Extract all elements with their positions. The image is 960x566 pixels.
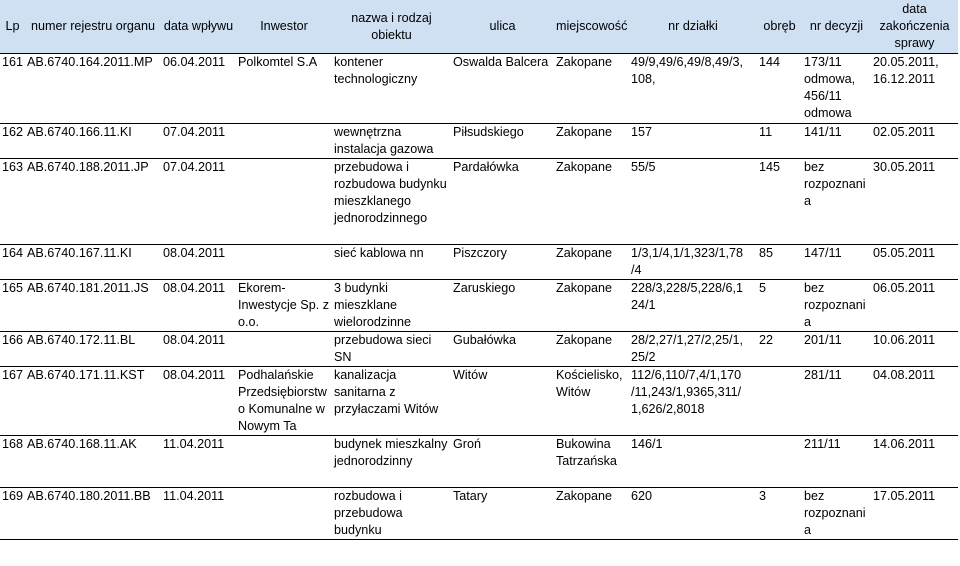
table-row [0, 159, 958, 245]
cell-date-received: 08.04.2011 [161, 280, 236, 332]
table-row [0, 332, 958, 367]
cell-locality: Bukowina Tatrzańska [554, 436, 629, 488]
cell-lp: 169 [0, 488, 25, 540]
table-row [0, 367, 958, 436]
header-decision-number: nr decyzji [802, 0, 871, 54]
header-register-number: numer rejestru organu [25, 0, 161, 54]
cell-object-name: przebudowa i rozbudowa budynku mieszklanego jednorodzinnego [332, 159, 451, 245]
cell-investor [236, 245, 332, 280]
cell-locality: Kościelisko, Witów [554, 367, 629, 436]
cell-completion-date: 05.05.2011 [871, 245, 958, 280]
cell-locality: Zakopane [554, 332, 629, 367]
cell-plot-number: 620 [629, 488, 757, 540]
cell-precinct: 144 [757, 54, 802, 124]
cell-street: Tatary [451, 488, 554, 540]
header-investor: Inwestor [236, 0, 332, 54]
cell-precinct: 5 [757, 280, 802, 332]
cell-object-name: rozbudowa i przebudowa budynku [332, 488, 451, 540]
header-locality: miejscowość [554, 0, 629, 54]
cell-decision-number: 147/11 [802, 245, 871, 280]
cell-completion-date: 30.05.2011 [871, 159, 958, 245]
cell-investor: Podhalańskie Przedsiębiorstwo Komunalne w Nowym Ta [236, 367, 332, 436]
cell-plot-number: 146/1 [629, 436, 757, 488]
cell-lp: 168 [0, 436, 25, 488]
cell-lp: 161 [0, 54, 25, 124]
cell-precinct: 11 [757, 124, 802, 159]
cell-date-received: 11.04.2011 [161, 488, 236, 540]
cell-locality: Zakopane [554, 280, 629, 332]
header-date-received: data wpływu [161, 0, 236, 54]
cell-register-number: AB.6740.181.2011.JS [25, 280, 161, 332]
cell-decision-number: 173/11 odmowa, 456/11 odmowa [802, 54, 871, 124]
cell-decision-number: 281/11 [802, 367, 871, 436]
cell-precinct: 145 [757, 159, 802, 245]
cell-date-received: 08.04.2011 [161, 332, 236, 367]
cell-precinct [757, 436, 802, 488]
cell-street: Piłsudskiego [451, 124, 554, 159]
cell-locality: Zakopane [554, 159, 629, 245]
cell-precinct: 85 [757, 245, 802, 280]
header-row [0, 0, 958, 54]
cell-locality: Zakopane [554, 54, 629, 124]
cell-investor [236, 159, 332, 245]
cell-register-number: AB.6740.164.2011.MP [25, 54, 161, 124]
cell-completion-date: 20.05.2011, 16.12.2011 [871, 54, 958, 124]
cell-completion-date: 10.06.2011 [871, 332, 958, 367]
cell-register-number: AB.6740.188.2011.JP [25, 159, 161, 245]
cell-decision-number: bez rozpoznani a [802, 159, 871, 245]
cell-register-number: AB.6740.167.11.KI [25, 245, 161, 280]
cell-plot-number: 49/9,49/6,49/8,49/3, 108, [629, 54, 757, 124]
cell-precinct: 3 [757, 488, 802, 540]
header-street: ulica [451, 0, 554, 54]
header-lp: Lp [0, 0, 25, 54]
cell-locality: Zakopane [554, 124, 629, 159]
cell-lp: 166 [0, 332, 25, 367]
cell-decision-number: 211/11 [802, 436, 871, 488]
cell-object-name: 3 budynki mieszklane wielorodzinne [332, 280, 451, 332]
cell-locality: Zakopane [554, 488, 629, 540]
cell-date-received: 08.04.2011 [161, 245, 236, 280]
cell-lp: 162 [0, 124, 25, 159]
cell-investor: Ekorem-Inwestycje Sp. z o.o. [236, 280, 332, 332]
header-completion-date: data zakończenia sprawy [871, 0, 958, 54]
table-row [0, 280, 958, 332]
cell-decision-number: bez rozpoznani a [802, 280, 871, 332]
cell-lp: 163 [0, 159, 25, 245]
cell-street: Groń [451, 436, 554, 488]
cell-street: Oswalda Balcera [451, 54, 554, 124]
cell-completion-date: 14.06.2011 [871, 436, 958, 488]
header-precinct: obręb [757, 0, 802, 54]
cell-plot-number: 112/6,110/7,4/1,170 /11,243/1,9365,311/ 1,626/2,8018 [629, 367, 757, 436]
header-plot-number: nr działki [629, 0, 757, 54]
cell-completion-date: 17.05.2011 [871, 488, 958, 540]
cell-street: Piszczory [451, 245, 554, 280]
cell-object-name: kontener technologiczny [332, 54, 451, 124]
cell-date-received: 06.04.2011 [161, 54, 236, 124]
cell-date-received: 07.04.2011 [161, 159, 236, 245]
cell-precinct [757, 367, 802, 436]
cell-completion-date: 04.08.2011 [871, 367, 958, 436]
cell-plot-number: 1/3,1/4,1/1,323/1,78 /4 [629, 245, 757, 280]
cell-object-name: sieć kablowa nn [332, 245, 451, 280]
table-row [0, 436, 958, 488]
cell-plot-number: 228/3,228/5,228/6,1 24/1 [629, 280, 757, 332]
cell-date-received: 11.04.2011 [161, 436, 236, 488]
cell-investor [236, 436, 332, 488]
cell-lp: 167 [0, 367, 25, 436]
header-object-name: nazwa i rodzaj obiektu [332, 0, 451, 54]
cell-object-name: kanalizacja sanitarna z przyłaczami Witów [332, 367, 451, 436]
cell-register-number: AB.6740.180.2011.BB [25, 488, 161, 540]
cell-street: Gubałówka [451, 332, 554, 367]
cell-object-name: wewnętrzna instalacja gazowa [332, 124, 451, 159]
cell-completion-date: 06.05.2011 [871, 280, 958, 332]
cell-investor [236, 488, 332, 540]
cell-register-number: AB.6740.168.11.AK [25, 436, 161, 488]
cell-precinct: 22 [757, 332, 802, 367]
cell-plot-number: 28/2,27/1,27/2,25/1, 25/2 [629, 332, 757, 367]
cell-investor [236, 124, 332, 159]
cell-investor: Polkomtel S.A [236, 54, 332, 124]
table-row [0, 245, 958, 280]
cell-register-number: AB.6740.172.11.BL [25, 332, 161, 367]
cell-object-name: przebudowa sieci SN [332, 332, 451, 367]
cell-street: Zaruskiego [451, 280, 554, 332]
cell-street: Pardałówka [451, 159, 554, 245]
cell-object-name: budynek mieszkalny jednorodzinny [332, 436, 451, 488]
cell-completion-date: 02.05.2011 [871, 124, 958, 159]
cell-register-number: AB.6740.166.11.KI [25, 124, 161, 159]
table-row [0, 54, 958, 124]
cell-street: Witów [451, 367, 554, 436]
cell-plot-number: 55/5 [629, 159, 757, 245]
table-row [0, 124, 958, 159]
cell-decision-number: 201/11 [802, 332, 871, 367]
cell-date-received: 08.04.2011 [161, 367, 236, 436]
cell-decision-number: bez rozpoznani a [802, 488, 871, 540]
table-row [0, 488, 958, 540]
cell-investor [236, 332, 332, 367]
cell-decision-number: 141/11 [802, 124, 871, 159]
cell-lp: 164 [0, 245, 25, 280]
cell-plot-number: 157 [629, 124, 757, 159]
cell-locality: Zakopane [554, 245, 629, 280]
cell-register-number: AB.6740.171.11.KST [25, 367, 161, 436]
cell-date-received: 07.04.2011 [161, 124, 236, 159]
cell-lp: 165 [0, 280, 25, 332]
